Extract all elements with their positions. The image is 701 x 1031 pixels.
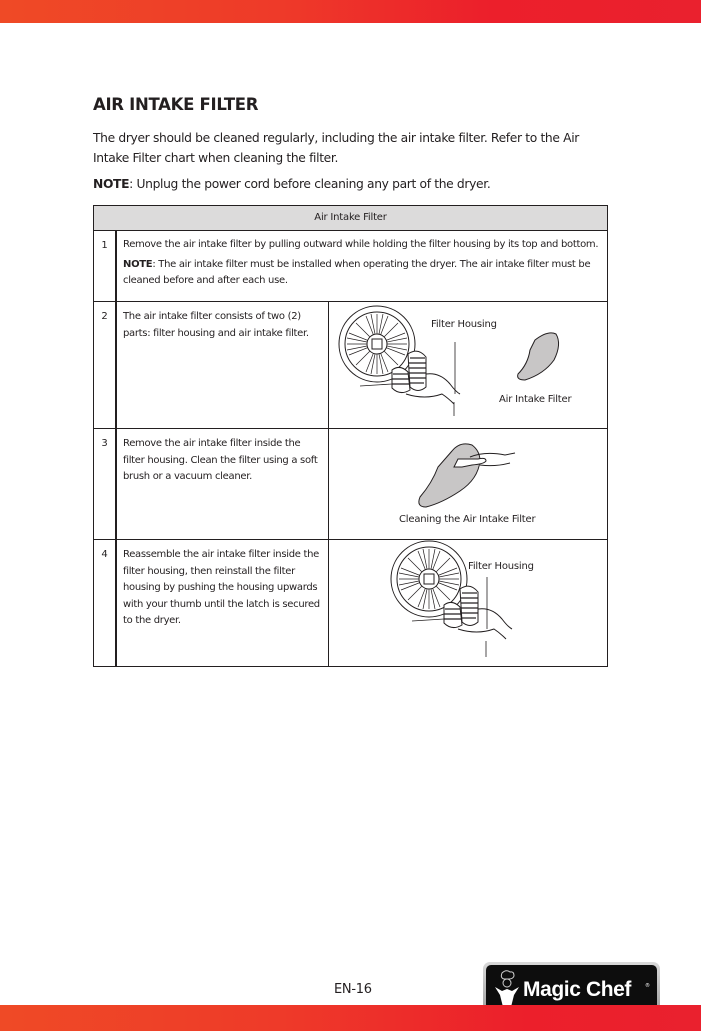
intro-paragraph: The dryer should be cleaned regularly, including the air intake filter. Refer to the Air Intake Filter chart when cleaning the filter. xyxy=(93,131,579,165)
step-text: Remove the air intake filter inside the filter housing. Clean the filter using a soft brush or a vacuum cleaner. xyxy=(123,438,318,482)
bottom-red-bar xyxy=(0,1005,701,1031)
table-row xyxy=(94,429,607,540)
cleaning-filter-illustration xyxy=(330,429,607,539)
step-note-text: : The air intake filter must be installed when operating the dryer. The air intake filter must be cleaned before and after each use. xyxy=(123,258,591,286)
chef-mascot-icon xyxy=(492,969,522,1009)
filter-parts-illustration xyxy=(330,302,607,428)
step-number: 4 xyxy=(94,540,117,667)
step-number: 3 xyxy=(94,429,117,539)
step-text: Reassemble the air intake filter inside the filter housing, then reinstall the filter housing by pushing the housing upwards with your thumb until the latch is secured to the dryer. xyxy=(123,549,320,626)
registered-mark: ® xyxy=(645,983,650,989)
table-header: Air Intake Filter xyxy=(94,206,607,231)
logo-text: Magic Chef xyxy=(523,978,632,1001)
step-text xyxy=(123,237,605,290)
section-title: AIR INTAKE FILTER xyxy=(93,95,259,114)
filter-housing-reinstall-icon xyxy=(330,540,608,665)
step-number: 2 xyxy=(94,302,117,428)
table-row xyxy=(94,231,607,302)
step-note-label: NOTE xyxy=(123,258,153,270)
column-divider xyxy=(328,302,329,428)
note-label: NOTE xyxy=(93,177,130,191)
caption-cleaning-filter: Cleaning the Air Intake Filter xyxy=(399,514,536,525)
step-text: The air intake filter consists of two (2) parts: filter housing and air intake filter. xyxy=(123,311,309,339)
column-divider xyxy=(328,429,329,539)
caption-filter-housing: Filter Housing xyxy=(431,319,497,330)
step-instruction: Remove the air intake filter by pulling outward while holding the filter housing by its top and bottom. xyxy=(123,239,599,250)
table-row xyxy=(94,302,607,429)
step-note xyxy=(123,257,605,290)
air-intake-filter-table xyxy=(93,205,608,667)
caption-filter-housing: Filter Housing xyxy=(468,561,534,572)
note-paragraph xyxy=(93,177,490,191)
reinstall-housing-illustration xyxy=(330,540,607,667)
caption-air-intake-filter: Air Intake Filter xyxy=(499,394,572,405)
note-text: : Unplug the power cord before cleaning any part of the dryer. xyxy=(129,177,491,191)
top-red-bar xyxy=(0,0,701,23)
column-divider xyxy=(328,540,329,667)
page-number: EN-16 xyxy=(334,982,372,997)
table-row xyxy=(94,540,607,667)
step-number: 1 xyxy=(94,231,117,301)
